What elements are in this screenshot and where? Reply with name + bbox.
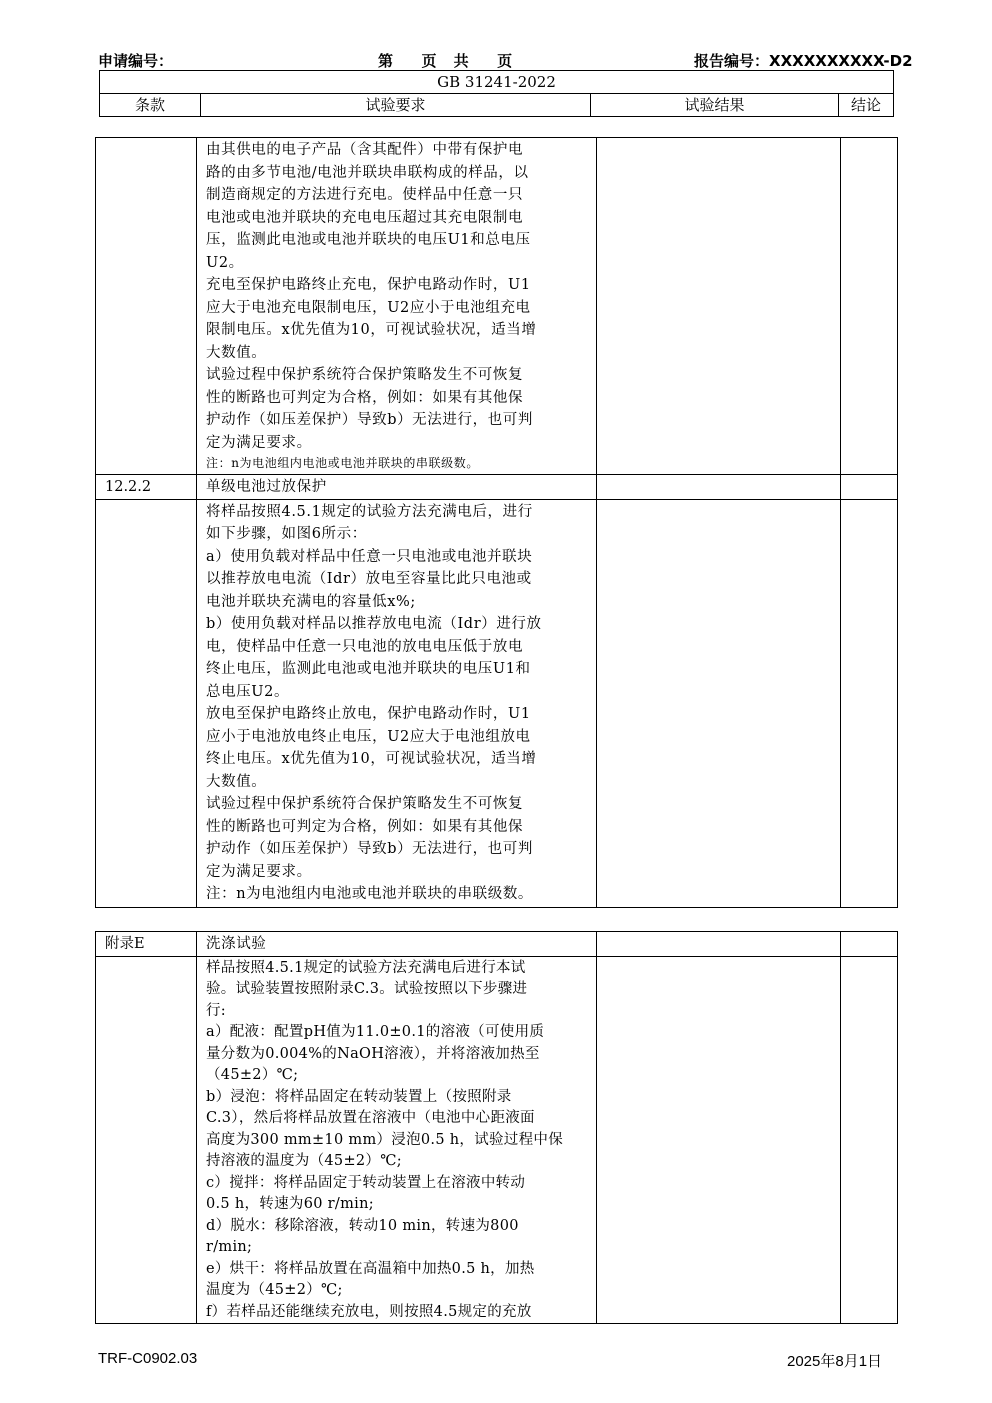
requirement-line: 应大于电池充电限制电压，U2应小于电池组充电 — [206, 299, 531, 316]
requirement-line: 定为满足要求。 — [206, 434, 312, 451]
requirement-line: e）烘干：将样品放置在高温箱中加热0.5 h，加热 — [206, 1260, 535, 1277]
requirement-line: 电，使样品中任意一只电池的放电电压低于放电 — [206, 638, 524, 655]
requirement-line: 如下步骤，如图6所示： — [206, 526, 367, 542]
clause-cell — [96, 499, 197, 907]
requirement-line: 大数值。 — [206, 773, 267, 790]
requirement-line: 大数值。 — [206, 344, 267, 361]
requirement-line: 温度为（45±2）℃; — [206, 1282, 343, 1298]
standard-code: GB 31241-2022 — [100, 71, 894, 94]
requirement-line: 电池并联块充满电的容量低x%; — [206, 593, 416, 610]
requirement-line: 量分数为0.004%的NaOH溶液），并将溶液加热至 — [206, 1045, 540, 1062]
column-header-verdict: 结论 — [839, 94, 894, 117]
clause-cell: 12.2.2 — [96, 475, 197, 500]
test-table-2 — [95, 931, 898, 1324]
requirement-cell — [197, 499, 597, 907]
verdict-cell — [841, 138, 898, 475]
requirement-line: a）使用负载对样品中任意一只电池或电池并联块 — [206, 548, 533, 565]
requirement-line: 将样品按照4.5.1规定的试验方法充满电后，进行 — [206, 503, 533, 520]
verdict-cell — [841, 956, 898, 1324]
requirement-line: 性的断路也可判定为合格，例如：如果有其他保 — [206, 389, 524, 406]
requirement-cell — [197, 138, 597, 475]
verdict-cell — [841, 475, 898, 500]
requirement-line: 试验过程中保护系统符合保护策略发生不可恢复 — [206, 796, 524, 812]
requirement-line: 持溶液的温度为（45±2）℃; — [206, 1153, 402, 1169]
clause-cell — [96, 138, 197, 475]
requirement-line: 应小于电池放电终止电压，U2应大于电池组放电 — [206, 728, 531, 745]
requirement-line: 性的断路也可判定为合格，例如：如果有其他保 — [206, 818, 524, 835]
clause-cell — [96, 956, 197, 1324]
result-cell — [597, 932, 841, 957]
requirement-note: 注：n为电池组内电池或电池并联块的串联级数。 — [206, 456, 479, 470]
table-row — [96, 932, 898, 957]
requirement-cell — [197, 956, 597, 1324]
requirement-line: 总电压U2。 — [206, 683, 290, 700]
requirement-line: 护动作（如压差保护）导致b）无法进行，也可判 — [206, 412, 533, 428]
requirement-line: 验。试验装置按照附录C.3。试验按照以下步骤进 — [206, 981, 528, 997]
requirement-line: c）搅拌：将样品固定于转动装置上在溶液中转动 — [206, 1174, 526, 1191]
table-row — [96, 956, 898, 1324]
header-table — [99, 70, 894, 117]
requirement-line: 限制电压。x优先值为10，可视试验状况，适当增 — [206, 322, 537, 338]
result-cell — [597, 499, 841, 907]
requirement-line: 由其供电的电子产品（含其配件）中带有保护电 — [206, 142, 524, 158]
requirement-line: 以推荐放电电流（Idr）放电至容量比此只电池或 — [206, 571, 532, 587]
requirement-line: 终止电压。x优先值为10，可视试验状况，适当增 — [206, 751, 537, 767]
result-cell — [597, 138, 841, 475]
requirement-line: C.3），然后将样品放置在溶液中（电池中心距液面 — [206, 1110, 535, 1126]
verdict-cell — [841, 499, 898, 907]
requirement-line: （45±2）℃; — [206, 1067, 299, 1083]
result-cell — [597, 475, 841, 500]
requirement-note: 注：n为电池组内电池或电池并联块的串联级数。 — [206, 886, 534, 902]
requirement-line: 路的由多节电池/电池并联块串联构成的样品，以 — [206, 164, 529, 181]
column-header-clause: 条款 — [100, 94, 201, 117]
requirement-line: r/min; — [206, 1239, 253, 1255]
requirement-line: a）配液：配置pH值为11.0±0.1的溶液（可使用质 — [206, 1024, 545, 1040]
requirement-line: 放电至保护电路终止放电，保护电路动作时，U1 — [206, 706, 531, 722]
requirement-line: f）若样品还能继续充放电，则按照4.5规定的充放 — [206, 1303, 532, 1320]
requirement-line: 护动作（如压差保护）导致b）无法进行，也可判 — [206, 841, 533, 857]
requirement-line: U2。 — [206, 254, 244, 271]
requirement-line: d）脱水：移除溶液，转动10 min，转速为800 — [206, 1217, 519, 1234]
application-no-label: 申请编号： — [98, 52, 174, 70]
column-header-result: 试验结果 — [591, 94, 839, 117]
requirement-title: 洗涤试验 — [197, 932, 597, 957]
requirement-line: 行: — [206, 1002, 226, 1019]
requirement-line: 充电至保护电路终止充电，保护电路动作时，U1 — [206, 277, 531, 293]
requirement-line: 制造商规定的方法进行充电。使样品中任意一只 — [206, 187, 524, 203]
requirement-title: 单级电池过放保护 — [197, 475, 597, 500]
table-row — [96, 475, 898, 500]
requirement-line: 定为满足要求。 — [206, 863, 312, 880]
table-row — [96, 499, 898, 907]
requirement-line: 终止电压，监测此电池或电池并联块的电压U1和 — [206, 661, 531, 677]
page-counter: 第 页 共 页 — [378, 52, 519, 70]
clause-cell: 附录E — [96, 932, 197, 957]
requirement-line: 高度为300 mm±10 mm）浸泡0.5 h，试验过程中保 — [206, 1131, 563, 1148]
footer-date: 2025年8月1日 — [787, 1353, 883, 1370]
form-number: TRF-C0902.03 — [98, 1350, 198, 1367]
requirement-line: b）浸泡：将样品固定在转动装置上（按照附录 — [206, 1088, 512, 1105]
requirement-line: b）使用负载对样品以推荐放电电流（Idr）进行放 — [206, 616, 542, 632]
report-no-label: 报告编号：XXXXXXXXXX-D2 — [694, 52, 913, 70]
requirement-line: 压，监测此电池或电池并联块的电压U1和总电压 — [206, 232, 531, 248]
column-header-requirement: 试验要求 — [201, 94, 591, 117]
requirement-line: 0.5 h，转速为60 r/min; — [206, 1196, 374, 1212]
requirement-line: 试验过程中保护系统符合保护策略发生不可恢复 — [206, 367, 524, 383]
requirement-line: 电池或电池并联块的充电电压超过其充电限制电 — [206, 209, 524, 226]
verdict-cell — [841, 932, 898, 957]
test-table-1 — [95, 137, 898, 908]
table-row — [96, 138, 898, 475]
result-cell — [597, 956, 841, 1324]
requirement-line: 样品按照4.5.1规定的试验方法充满电后进行本试 — [206, 959, 526, 976]
